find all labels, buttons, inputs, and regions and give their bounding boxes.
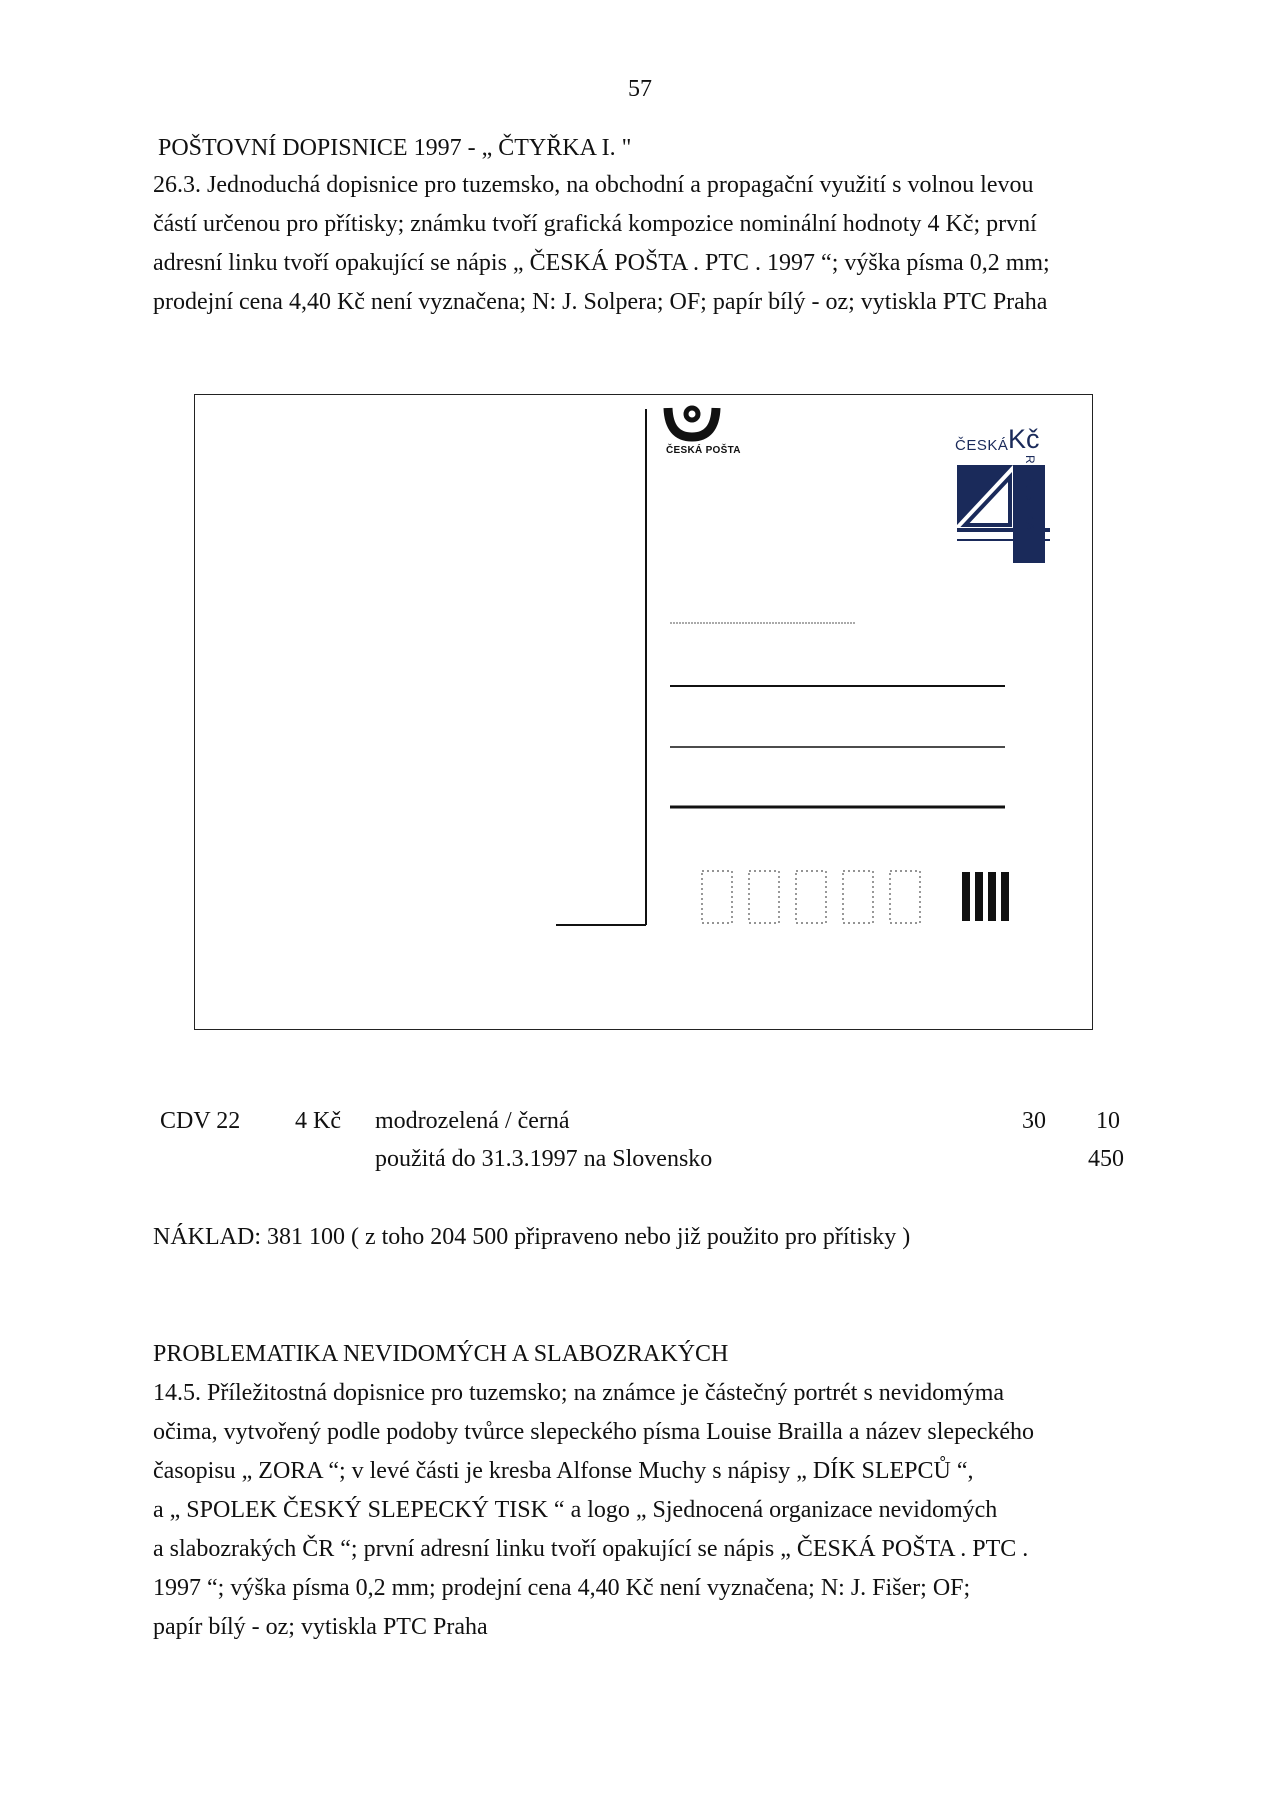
postcode-boxes xyxy=(702,871,920,923)
paragraph-line: časopisu „ ZORA “; v levé části je kresba Alfonse Muchy s nápisy „ DÍK SLEPCŮ “, xyxy=(153,1458,974,1484)
paragraph-line: 1997 “; výška písma 0,2 mm; prodejní cena 4,40 Kč není vyznačena; N: J. Fišer; OF; xyxy=(153,1575,971,1601)
catalog-description-used: použitá do 31.3.1997 na Slovensko xyxy=(375,1146,713,1172)
paragraph-line: a „ SPOLEK ČESKÝ SLEPECKÝ TISK “ a logo „ Sjednocená organizace nevidomých xyxy=(153,1497,998,1523)
paragraph-line: očima, vytvořený podle podoby tvůrce slepeckého písma Louise Brailla a název slepeckého xyxy=(153,1419,1035,1445)
catalog-price-mint: 30 xyxy=(1022,1108,1046,1134)
catalog-price-slovakia: 450 xyxy=(1088,1146,1124,1172)
page-number: 57 xyxy=(628,76,652,102)
catalog-value: 4 Kč xyxy=(295,1108,341,1134)
stamp-republic-text: REPUBLIKA xyxy=(1023,455,1037,532)
catalog-price-used: 10 xyxy=(1096,1108,1120,1134)
paragraph-line: papír bílý - oz; vytiskla PTC Praha xyxy=(153,1614,488,1640)
paragraph-line: 26.3. Jednoduchá dopisnice pro tuzemsko, na obchodní a propagační využití s volnou levou xyxy=(153,172,1034,198)
description-paragraph xyxy=(153,1374,1143,1647)
description-paragraph xyxy=(153,166,1143,322)
paragraph-line: částí určenou pro přítisky; známku tvoří grafická kompozice nominální hodnoty 4 Kč; první xyxy=(153,211,1037,237)
catalog-code: CDV 22 xyxy=(160,1108,241,1134)
post-horn-logo-icon xyxy=(668,408,716,437)
paragraph-line: adresní linku tvoří opakující se nápis „ ČESKÁ POŠTA . PTC . 1997 “; výška písma 0,2 mm; xyxy=(153,250,1050,276)
postcard-drawing xyxy=(195,395,1094,1031)
section-title: POŠTOVNÍ DOPISNICE 1997 - „ ČTYŘKA I. " xyxy=(158,135,632,161)
print-run: NÁKLAD: 381 100 ( z toho 204 500 připraveno nebo již použito pro přítisky ) xyxy=(153,1224,911,1250)
catalog-description: modrozelená / černá xyxy=(375,1108,570,1134)
postcard-logo-text: ČESKÁ POŠTA xyxy=(666,445,741,456)
postcard-image xyxy=(194,394,1093,1030)
stamp-country-text: ČESKÁ xyxy=(955,437,1009,454)
paragraph-line: prodejní cena 4,40 Kč není vyznačena; N: J. Solpera; OF; papír bílý - oz; vytiskla PTC Praha xyxy=(153,289,1048,315)
paragraph-line: 14.5. Příležitostná dopisnice pro tuzemsko; na známce je částečný portrét s nevidomýma xyxy=(153,1380,1005,1406)
stamp-currency-text: Kč xyxy=(1008,424,1040,454)
section-title: PROBLEMATIKA NEVIDOMÝCH A SLABOZRAKÝCH xyxy=(153,1341,729,1367)
postal-bars xyxy=(962,872,1009,921)
paragraph-line: a slabozrakých ČR “; první adresní linku tvoří opakující se nápis „ ČESKÁ POŠTA . PTC . xyxy=(153,1536,1029,1562)
